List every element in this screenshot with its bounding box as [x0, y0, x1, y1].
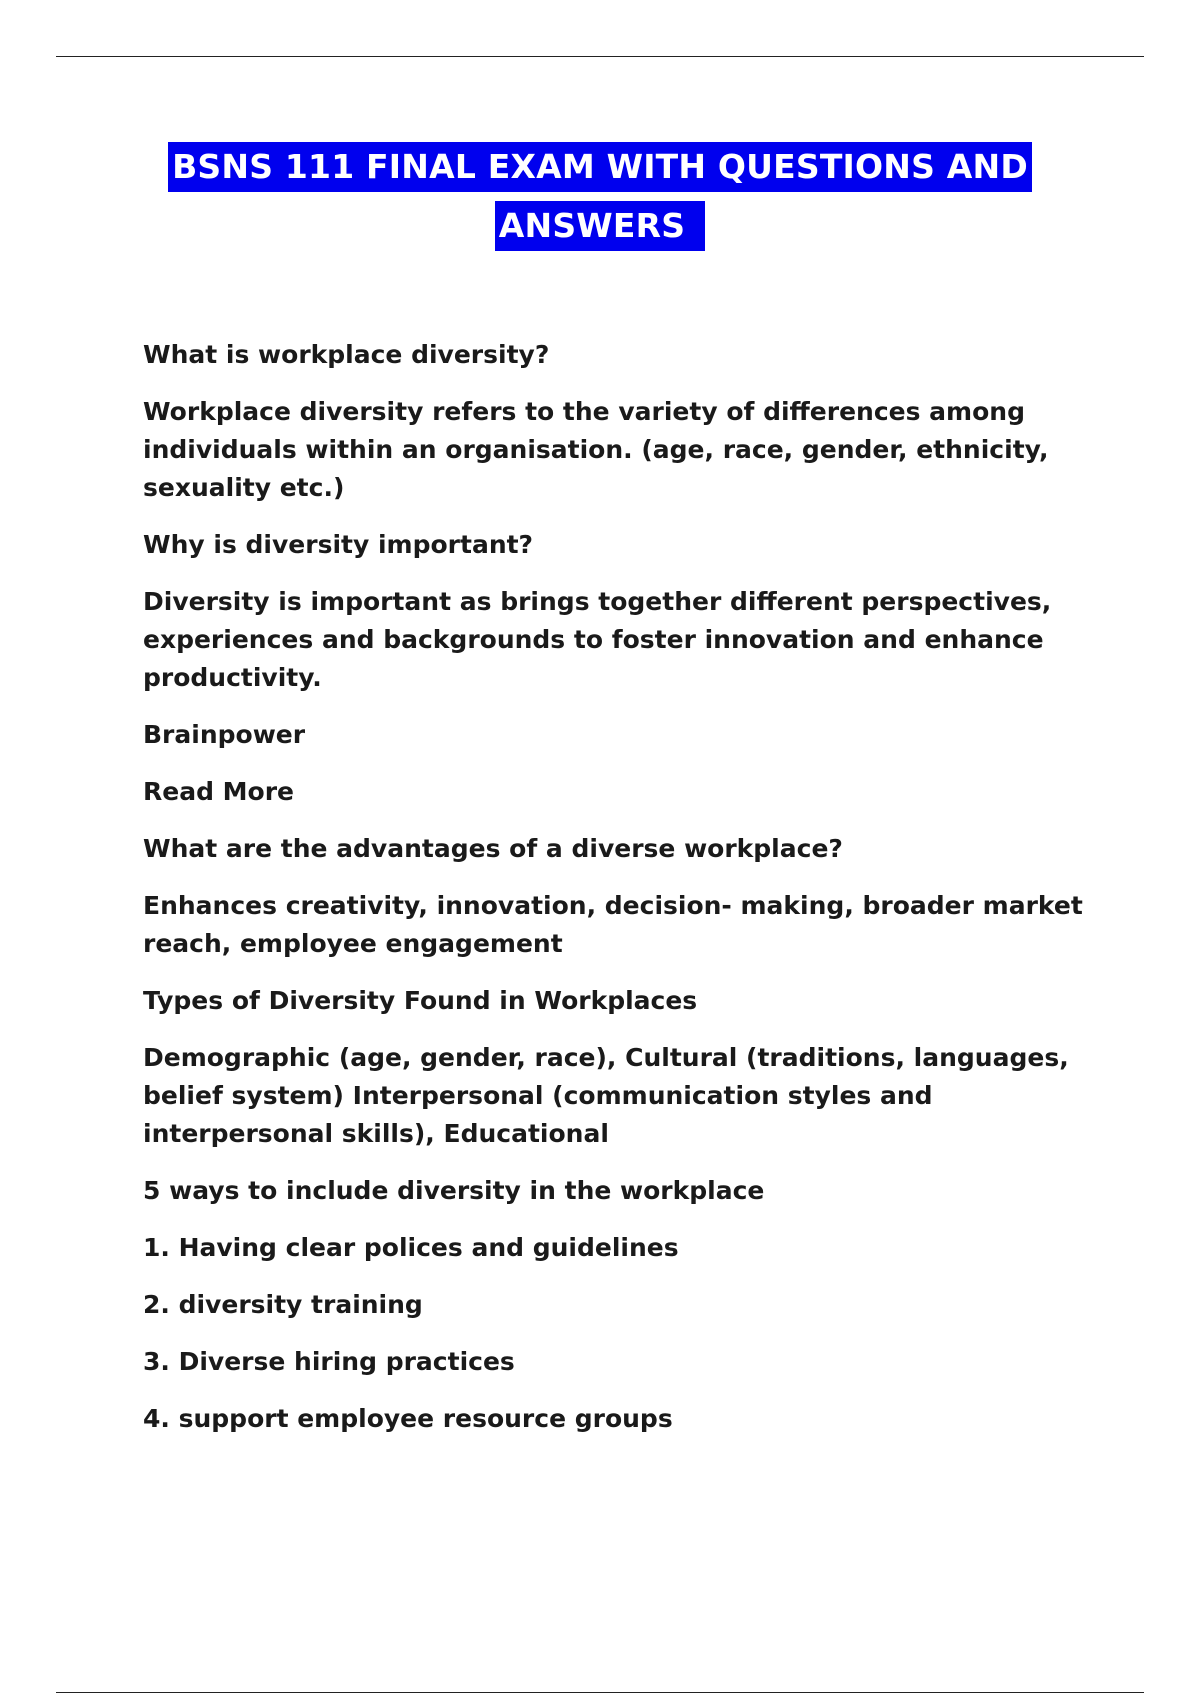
top-rule [56, 56, 1144, 57]
question-workplace-diversity: What is workplace diversity? [143, 340, 550, 369]
document-body [143, 336, 1083, 1457]
answer-types-of-diversity: Demographic (age, gender, race), Cultural (traditions, languages, belief system) Interpersonal (communication styles and interpersonal skills), Educational [143, 1043, 1069, 1148]
title-line-2: ANSWERS [495, 201, 705, 251]
question-why-diversity-important: Why is diversity important? [143, 530, 534, 559]
question-ways-to-include: 5 ways to include diversity in the workplace [143, 1176, 765, 1205]
list-item: 4. support employee resource groups [143, 1404, 673, 1433]
question-types-of-diversity: Types of Diversity Found in Workplaces [143, 986, 698, 1015]
list-item: 3. Diverse hiring practices [143, 1347, 515, 1376]
title-line-1: BSNS 111 FINAL EXAM WITH QUESTIONS AND [168, 142, 1032, 192]
list-item: 2. diversity training [143, 1290, 423, 1319]
list-item: 1. Having clear polices and guidelines [143, 1233, 679, 1262]
bottom-rule [56, 1692, 1144, 1693]
question-advantages: What are the advantages of a diverse workplace? [143, 834, 843, 863]
brainpower-label: Brainpower [143, 720, 306, 749]
read-more-link[interactable]: Read More [143, 777, 295, 806]
answer-workplace-diversity: Workplace diversity refers to the variety of differences among individuals within an organisation. (age, race, gender, ethnicity, sexuality etc.) [143, 397, 1049, 502]
answer-advantages: Enhances creativity, innovation, decision- making, broader market reach, employee engagement [143, 891, 1083, 958]
document-title [0, 142, 1200, 251]
answer-why-diversity-important: Diversity is important as brings together different perspectives, experiences and backgrounds to foster innovation and enhance productivity. [143, 587, 1052, 692]
